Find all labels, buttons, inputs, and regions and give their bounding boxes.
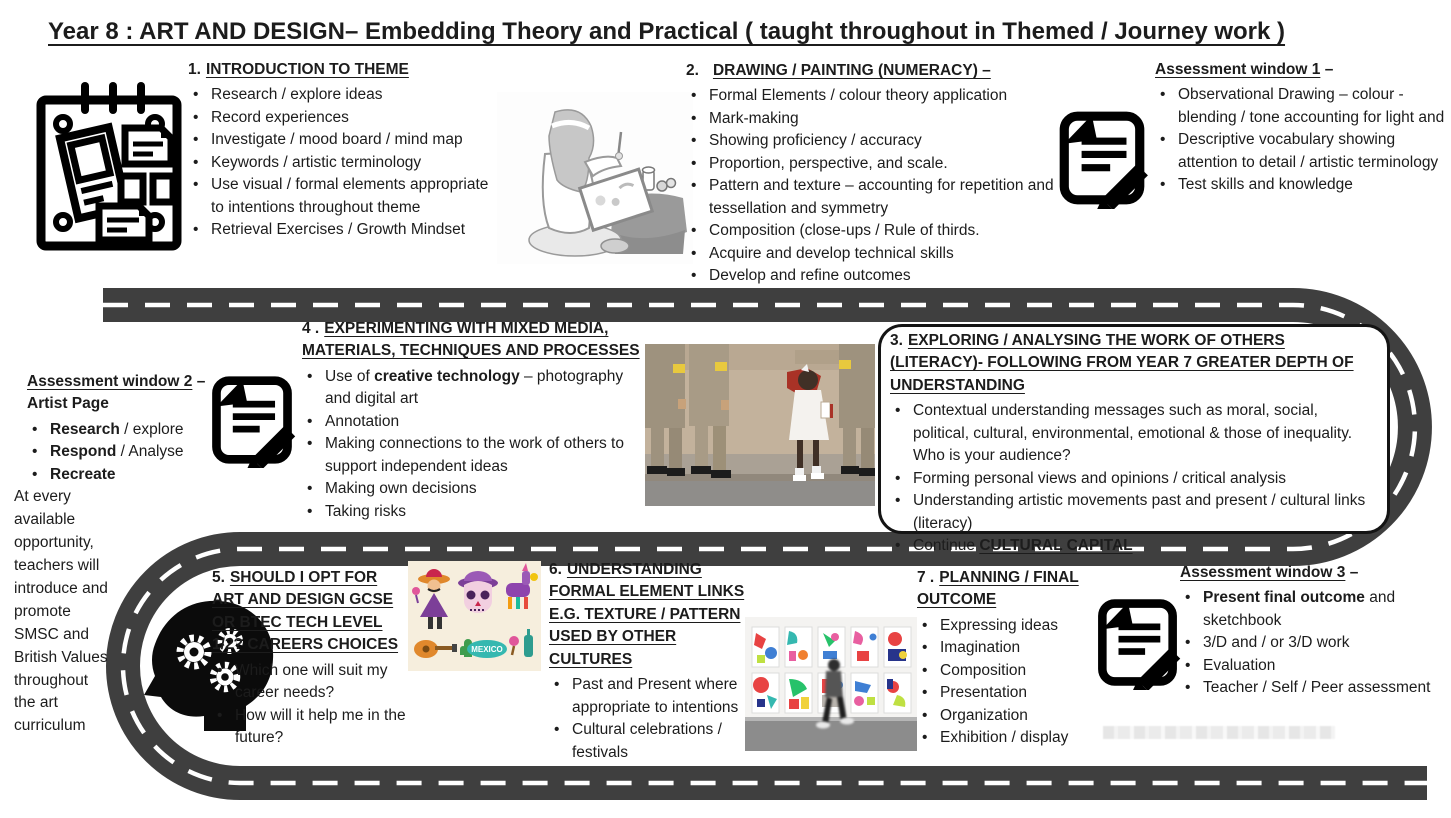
bullet-item: • Recreate	[27, 464, 227, 486]
assessment-clipboard-pen-icon	[1090, 595, 1185, 690]
bullet-item: • Which one will suit my career needs?	[212, 660, 412, 705]
rockwell-walking-girl-painting	[645, 344, 875, 506]
assessment-window-2-heading: Assessment window 2 –	[27, 373, 206, 390]
bullet-item: • Develop and refine outcomes	[686, 265, 1058, 287]
bullet-item: • Retrieval Exercises / Growth Mindset	[188, 219, 490, 241]
bullet-item: • Composition (close-ups / Rule of thirds.	[686, 220, 1058, 242]
bullet-item: • Making connections to the work of others to support independent ideas	[302, 433, 642, 478]
bullet-item: • Showing proficiency / accuracy	[686, 130, 1058, 152]
section-6-formal-element-cultures	[549, 559, 745, 764]
bullet-item: • Taking risks	[302, 501, 642, 523]
assessment-window-1-heading: Assessment window 1 –	[1155, 61, 1334, 78]
section-1-bullet-list	[188, 84, 490, 241]
smsc-side-note: At every available opportunity, teachers will introduce and promote SMSC and British Values throughout the art curriculum	[14, 488, 108, 735]
bullet-item: • Mark-making	[686, 108, 1058, 130]
assessment-window-3	[1180, 562, 1451, 700]
section-6-heading: 6. UNDERSTANDING FORMAL ELEMENT LINKS E.G. TEXTURE / PATTERN USED BY OTHER CULTURES	[549, 561, 745, 668]
section-1-introduction-to-theme	[188, 59, 490, 242]
bullet-item: • 3/D and / or 3/D work	[1180, 632, 1451, 654]
bullet-item: • Making own decisions	[302, 478, 642, 500]
section-1-heading: 1. INTRODUCTION TO THEME	[188, 61, 409, 78]
mexico-culture-clipart	[408, 561, 541, 671]
bullet-item: • Observational Drawing – colour - blending / tone accounting for light and	[1155, 84, 1451, 129]
bullet-item: • Use visual / formal elements appropriate to intentions throughout theme	[188, 174, 490, 219]
bullet-item: • Presentation	[917, 682, 1099, 704]
section-7-bullet-list	[917, 615, 1099, 750]
bullet-item: • Formal Elements / colour theory application	[686, 85, 1058, 107]
bullet-item: • Proportion, perspective, and scale.	[686, 153, 1058, 175]
bullet-item: • Test skills and knowledge	[1155, 174, 1451, 196]
page-title: Year 8 : ART AND DESIGN– Embedding Theory and Practical ( taught throughout in Themed / Journey work )	[48, 18, 1286, 45]
assessment-clipboard-pen-icon	[1051, 107, 1153, 209]
bullet-item: • Keywords / artistic terminology	[188, 152, 490, 174]
assessment-window-1-bullet-list	[1155, 84, 1451, 196]
bullet-item: • Cultural celebrations / festivals	[549, 719, 745, 764]
bullet-item: • Annotation	[302, 411, 642, 433]
assessment-window-2	[27, 371, 227, 486]
section-2-bullet-list	[686, 85, 1058, 287]
bullet-item: • Descriptive vocabulary showing attention to detail / artistic terminology	[1155, 129, 1451, 174]
assessment-window-2-subheading: Artist Page	[27, 395, 109, 413]
still-life-painting-illustration	[497, 92, 693, 264]
bullet-item: • Contextual understanding messages such as moral, social, political, cultural, environmental, emotional & those of inequality. Who is your audience?	[890, 400, 1377, 467]
bullet-item: • Pattern and texture – accounting for repetition and tessellation and symmetry	[686, 175, 1058, 220]
section-7-heading: 7 . PLANNING / FINAL OUTCOME	[917, 569, 1079, 609]
bullet-item: • Research / explore	[27, 419, 227, 441]
section-4-experimenting-mixed-media	[302, 318, 642, 523]
assessment-window-3-bullet-list	[1180, 587, 1451, 699]
bullet-item: • Acquire and develop technical skills	[686, 243, 1058, 265]
section-4-bullet-list	[302, 366, 642, 523]
bullet-item: • Continue CULTURAL CAPITAL	[890, 535, 1377, 557]
section-3-bullet-list	[890, 400, 1377, 557]
svg-text:MEXICO: MEXICO	[471, 645, 503, 654]
bullet-item: • Evaluation	[1180, 655, 1451, 677]
section-6-bullet-list	[549, 674, 745, 764]
gallery-exhibition-photo	[745, 617, 917, 751]
section-5-gcse-btec-careers	[212, 567, 412, 750]
section-4-heading: 4 . EXPERIMENTING WITH MIXED MEDIA, MATERIALS, TECHNIQUES AND PROCESSES	[302, 320, 640, 360]
bullet-item: • Research / explore ideas	[188, 84, 490, 106]
bullet-item: • Understanding artistic movements past and present / cultural links (literacy)	[890, 490, 1377, 535]
section-2-heading: 2. DRAWING / PAINTING (NUMERACY) –	[686, 62, 991, 79]
bullet-item: • Imagination	[917, 637, 1099, 659]
bullet-item: • Composition	[917, 660, 1099, 682]
assessment-window-2-bullet-list	[27, 419, 227, 486]
bullet-item: • Forming personal views and opinions / critical analysis	[890, 468, 1377, 490]
section-7-planning-final-outcome	[917, 567, 1099, 750]
section-2-drawing-painting	[686, 60, 1058, 288]
assessment-window-1	[1155, 59, 1451, 197]
section-5-bullet-list	[212, 660, 412, 750]
bullet-item: • Expressing ideas	[917, 615, 1099, 637]
bullet-item: • Investigate / mood board / mind map	[188, 129, 490, 151]
bullet-item: • Present final outcome and sketchbook	[1180, 587, 1451, 632]
bullet-item: • Record experiences	[188, 107, 490, 129]
section-3-heading: 3. EXPLORING / ANALYSING THE WORK OF OTHERS (LITERACY)- FOLLOWING FROM YEAR 7 GREATER DEPTH OF UNDERSTANDING	[890, 332, 1354, 394]
mood-board-icon	[33, 80, 185, 254]
section-3-exploring-analysing-box	[878, 324, 1390, 555]
bullet-item: • How will it help me in the future?	[212, 705, 412, 750]
bullet-item: • Past and Present where appropriate to intentions	[549, 674, 745, 719]
bullet-item: • Teacher / Self / Peer assessment	[1180, 677, 1451, 699]
assessment-window-3-heading: Assessment window 3 –	[1180, 564, 1359, 581]
bullet-item: • Use of creative technology – photography and digital art	[302, 366, 642, 411]
section-5-heading: 5. SHOULD I OPT FOR ART AND DESIGN GCSE OR BTEC TECH LEVEL 1/2? CAREERS CHOICES	[212, 569, 399, 654]
faded-watermark-text	[1103, 726, 1335, 739]
bullet-item: • Respond / Analyse	[27, 441, 227, 463]
bullet-item: • Exhibition / display	[917, 727, 1099, 749]
bullet-item: • Organization	[917, 705, 1099, 727]
